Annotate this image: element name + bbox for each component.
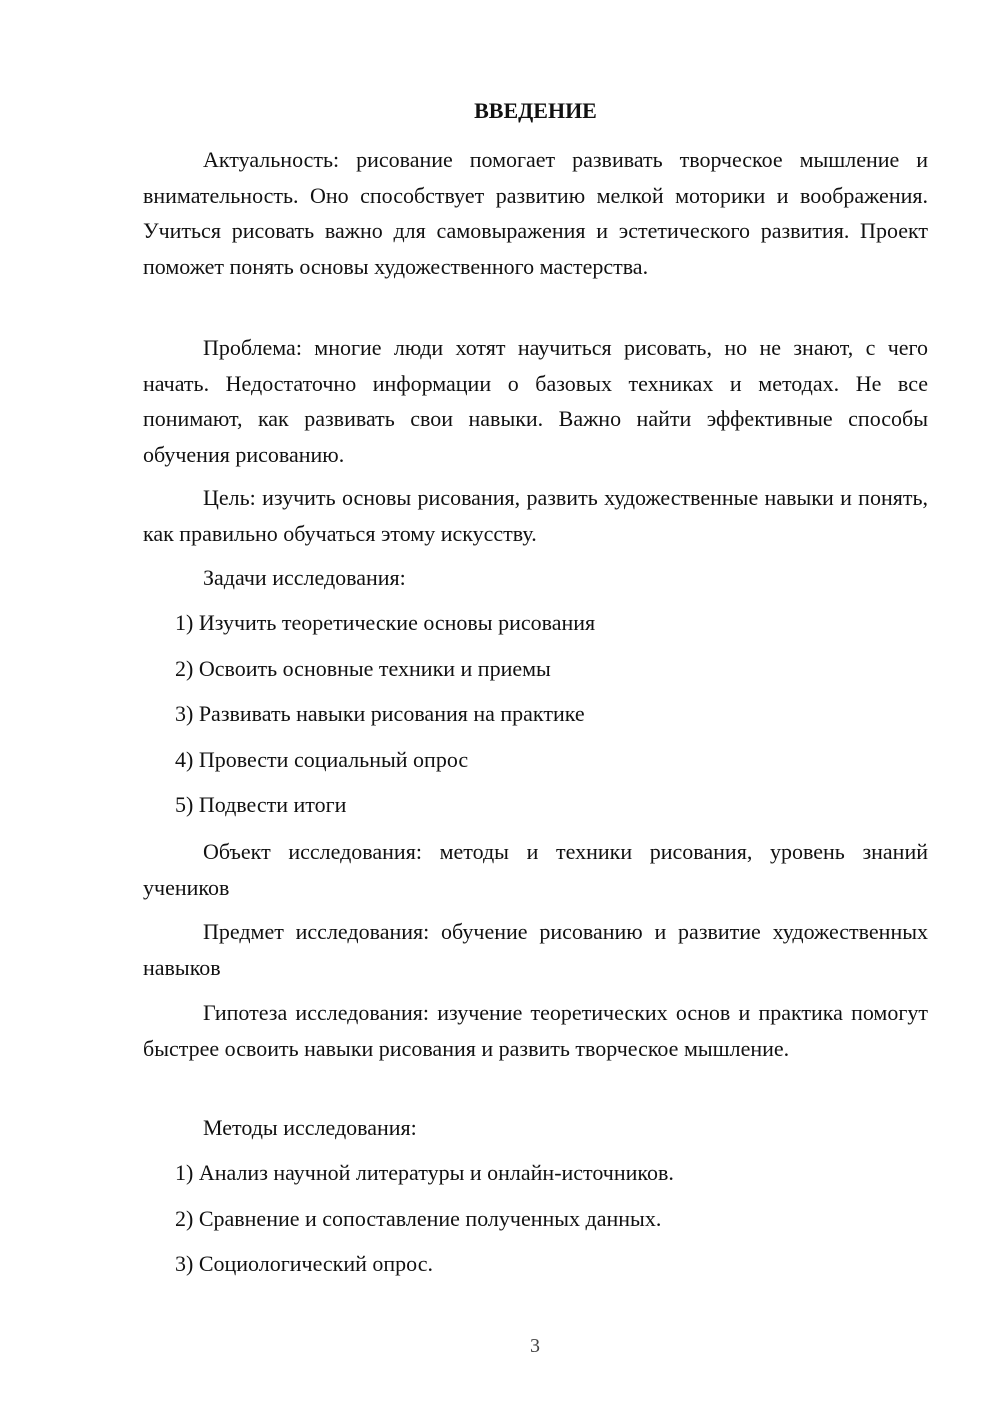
paragraph-problem: Проблема: многие люди хотят научиться рисовать, но не знают, с чего начать. Недостаточно информации о базовых техниках и методах. Не все понимают, как развивать свои навыки. Важно найти эффективные способы обучения рисованию. — [143, 335, 928, 467]
method-item-2: 2) Сравнение и сопоставление полученных данных. — [175, 1206, 662, 1231]
paragraph-object: Объект исследования: методы и техники рисования, уровень знаний учеников — [143, 839, 928, 900]
page-number: 3 — [530, 1335, 540, 1357]
task-item-2: 2) Освоить основные техники и приемы — [175, 656, 551, 681]
task-item-3: 3) Развивать навыки рисования на практике — [175, 701, 585, 726]
paragraph-relevance: Актуальность: рисование помогает развивать творческое мышление и внимательность. Оно способствует развитию мелкой моторики и воображения. Учиться рисовать важно для самовыражения и эстетического развития. Проект поможет понять основы художественного мастерства. — [143, 147, 928, 279]
task-item-1: 1) Изучить теоретические основы рисования — [175, 610, 596, 635]
page-title: ВВЕДЕНИЕ — [474, 98, 597, 123]
method-item-1: 1) Анализ научной литературы и онлайн-источников. — [175, 1160, 674, 1185]
task-item-4: 4) Провести социальный опрос — [175, 747, 469, 772]
methods-label: Методы исследования: — [203, 1115, 417, 1140]
paragraph-subject: Предмет исследования: обучение рисованию и развитие художественных навыков — [143, 919, 928, 980]
tasks-label: Задачи исследования: — [203, 565, 406, 590]
paragraph-goal: Цель: изучить основы рисования, развить художественные навыки и понять, как правильно обучаться этому искусству. — [143, 485, 928, 546]
task-item-5: 5) Подвести итоги — [175, 792, 347, 817]
paragraph-hypothesis: Гипотеза исследования: изучение теоретических основ и практика помогут быстрее освоить навыки рисования и развить творческое мышление. — [143, 1000, 928, 1061]
method-item-3: 3) Социологический опрос. — [175, 1251, 433, 1276]
